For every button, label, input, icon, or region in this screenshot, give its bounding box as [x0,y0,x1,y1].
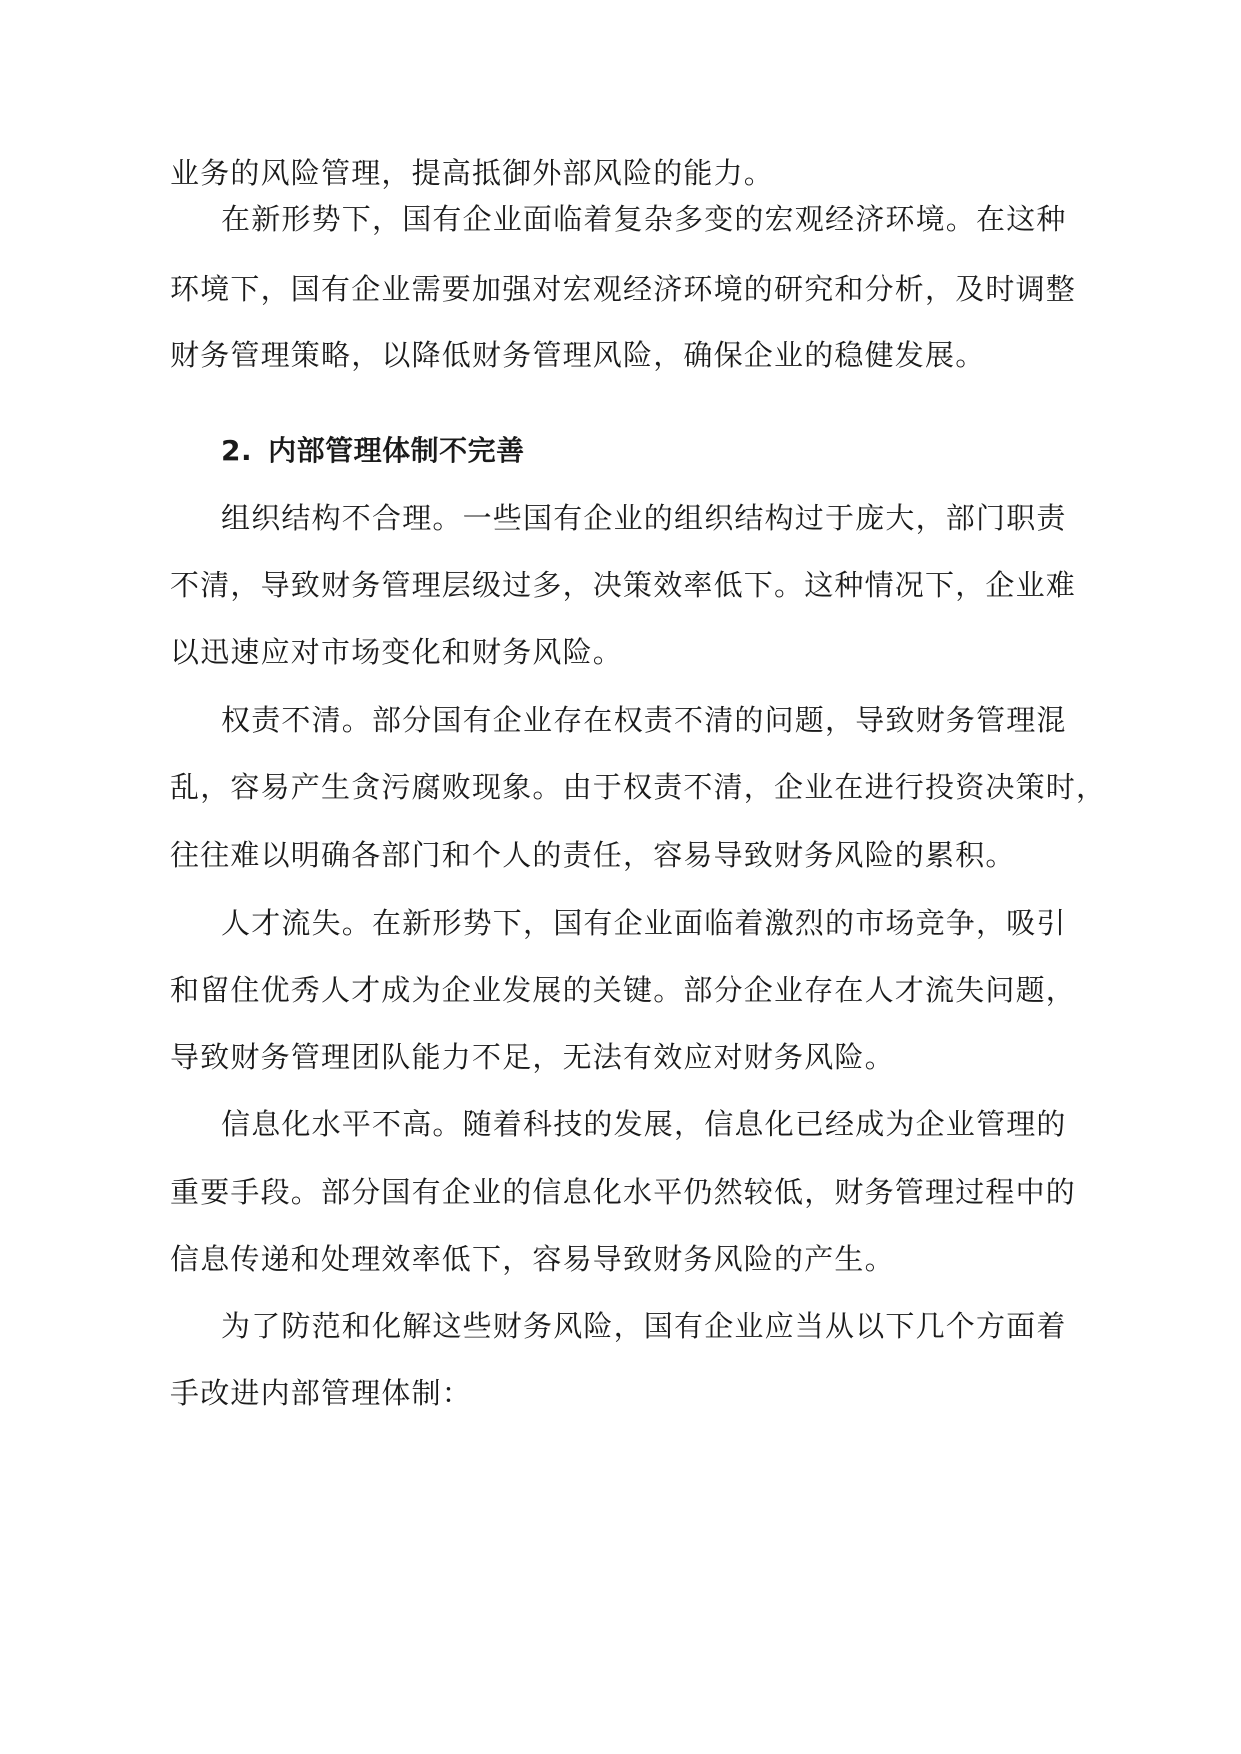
section-number: 2. [221,434,253,467]
text-line: 环境下，国有企业需要加强对宏观经济环境的研究和分析，及时调整 [170,272,1077,306]
text-line: 乱，容易产生贪污腐败现象。由于权责不清，企业在进行投资决策时， [170,770,1107,804]
text-line: 人才流失。在新形势下，国有企业面临着激烈的市场竞争，吸引 [221,906,1067,940]
text-line: 权责不清。部分国有企业存在权责不清的问题，导致财务管理混 [221,703,1067,737]
text-line: 不清，导致财务管理层级过多，决策效率低下。这种情况下，企业难 [170,568,1077,602]
text-line: 信息化水平不高。随着科技的发展，信息化已经成为企业管理的 [221,1107,1067,1141]
text-line: 组织结构不合理。一些国有企业的组织结构过于庞大，部门职责 [221,501,1067,535]
text-line: 为了防范和化解这些财务风险，国有企业应当从以下几个方面着 [221,1309,1067,1343]
text-line: 业务的风险管理，提高抵御外部风险的能力。 [170,156,775,190]
text-line: 在新形势下，国有企业面临着复杂多变的宏观经济环境。在这种 [221,202,1067,236]
text-line: 重要手段。部分国有企业的信息化水平仍然较低，财务管理过程中的 [170,1175,1077,1209]
text-line: 和留住优秀人才成为企业发展的关键。部分企业存在人才流失问题， [170,973,1077,1007]
section-heading [221,421,921,481]
text-line: 手改进内部管理体制： [170,1376,473,1410]
section-title: 内部管理体制不完善 [268,434,525,467]
text-line: 导致财务管理团队能力不足，无法有效应对财务风险。 [170,1040,895,1074]
text-line: 往往难以明确各部门和个人的责任，容易导致财务风险的累积。 [170,838,1016,872]
text-line: 以迅速应对市场变化和财务风险。 [170,635,624,669]
text-line: 信息传递和处理效率低下，容易导致财务风险的产生。 [170,1242,895,1276]
text-line: 财务管理策略，以降低财务管理风险，确保企业的稳健发展。 [170,338,986,372]
